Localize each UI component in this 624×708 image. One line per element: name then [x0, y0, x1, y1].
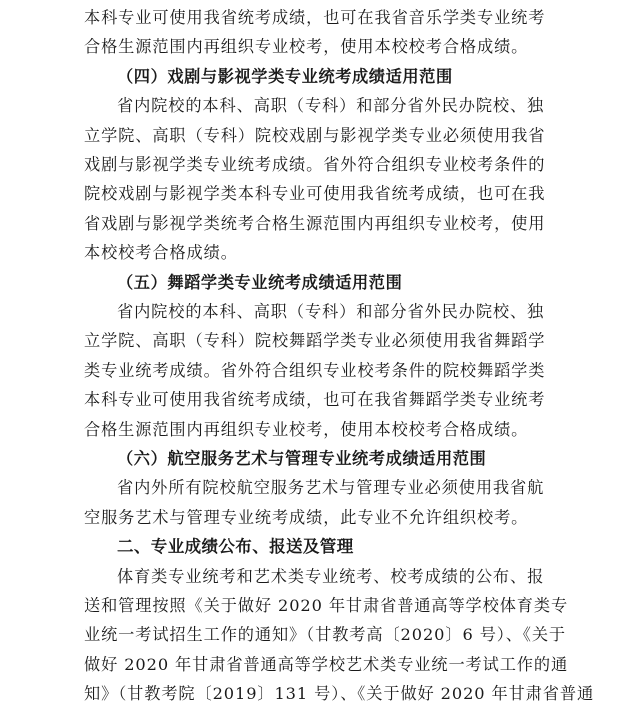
- body-text-line: 送和管理按照《关于做好 2020 年甘肃省普通高等学校体育类专: [84, 596, 569, 615]
- section-heading-2: 二、专业成绩公布、报送及管理: [117, 537, 354, 557]
- paragraph-first-line: 省内院校的本科、高职（专科）和部分省外民办院校、独: [117, 96, 545, 116]
- body-text-line: 本校校考合格成绩。: [84, 243, 238, 263]
- body-text-line: 空服务艺术与管理专业统考成绩，此专业不允许组织校考。: [84, 507, 529, 527]
- body-text-line: 戏剧与影视学类专业统考成绩。省外符合组织专业校考条件的: [84, 155, 546, 174]
- body-text-line: 省戏剧与影视学类统考合格生源范围内再组织专业校考，使用: [84, 213, 546, 233]
- section-subheading-4: （四）戏剧与影视学类专业统考成绩适用范围: [117, 66, 453, 86]
- body-text-line: 做好 2020 年甘肃省普通高等学校艺术类专业统一考试工作的通: [84, 654, 569, 674]
- body-text-line: 业统一考试招生工作的通知》（甘教考高〔2020〕6 号）、《关于: [84, 625, 567, 645]
- body-text-line: 合格生源范围内再组织专业校考，使用本校校考合格成绩。: [84, 37, 529, 57]
- section-subheading-5: （五）舞蹈学类专业统考成绩适用范围: [117, 272, 403, 292]
- body-text-line: 立学院、高职（专科）院校舞蹈学类专业必须使用我省舞蹈学: [84, 331, 546, 351]
- body-text-line: 知》（甘教考院〔2019〕131 号）、《关于做好 2020 年甘肃省普通: [84, 684, 595, 704]
- paragraph-first-line: 省内院校的本科、高职（专科）和部分省外民办院校、独: [117, 302, 545, 321]
- paragraph-first-line: 省内外所有院校航空服务艺术与管理专业必须使用我省航: [117, 478, 545, 498]
- body-text-line: 本科专业可使用我省统考成绩，也可在我省音乐学类专业统考: [84, 8, 546, 27]
- body-text-line: 院校戏剧与影视学类本科专业可使用我省统考成绩，也可在我: [84, 184, 546, 204]
- body-text-line: 合格生源范围内再组织专业校考，使用本校校考合格成绩。: [84, 419, 529, 439]
- section-subheading-6: （六）航空服务艺术与管理专业统考成绩适用范围: [117, 449, 487, 468]
- body-text-line: 类专业统考成绩。省外符合组织专业校考条件的院校舞蹈学类: [84, 360, 546, 380]
- paragraph-first-line: 体育类专业统考和艺术类专业统考、校考成绩的公布、报: [117, 566, 545, 586]
- body-text-line: 本科专业可使用我省统考成绩，也可在我省舞蹈学类专业统考: [84, 390, 546, 410]
- body-text-line: 立学院、高职（专科）院校戏剧与影视学类专业必须使用我省: [84, 125, 546, 145]
